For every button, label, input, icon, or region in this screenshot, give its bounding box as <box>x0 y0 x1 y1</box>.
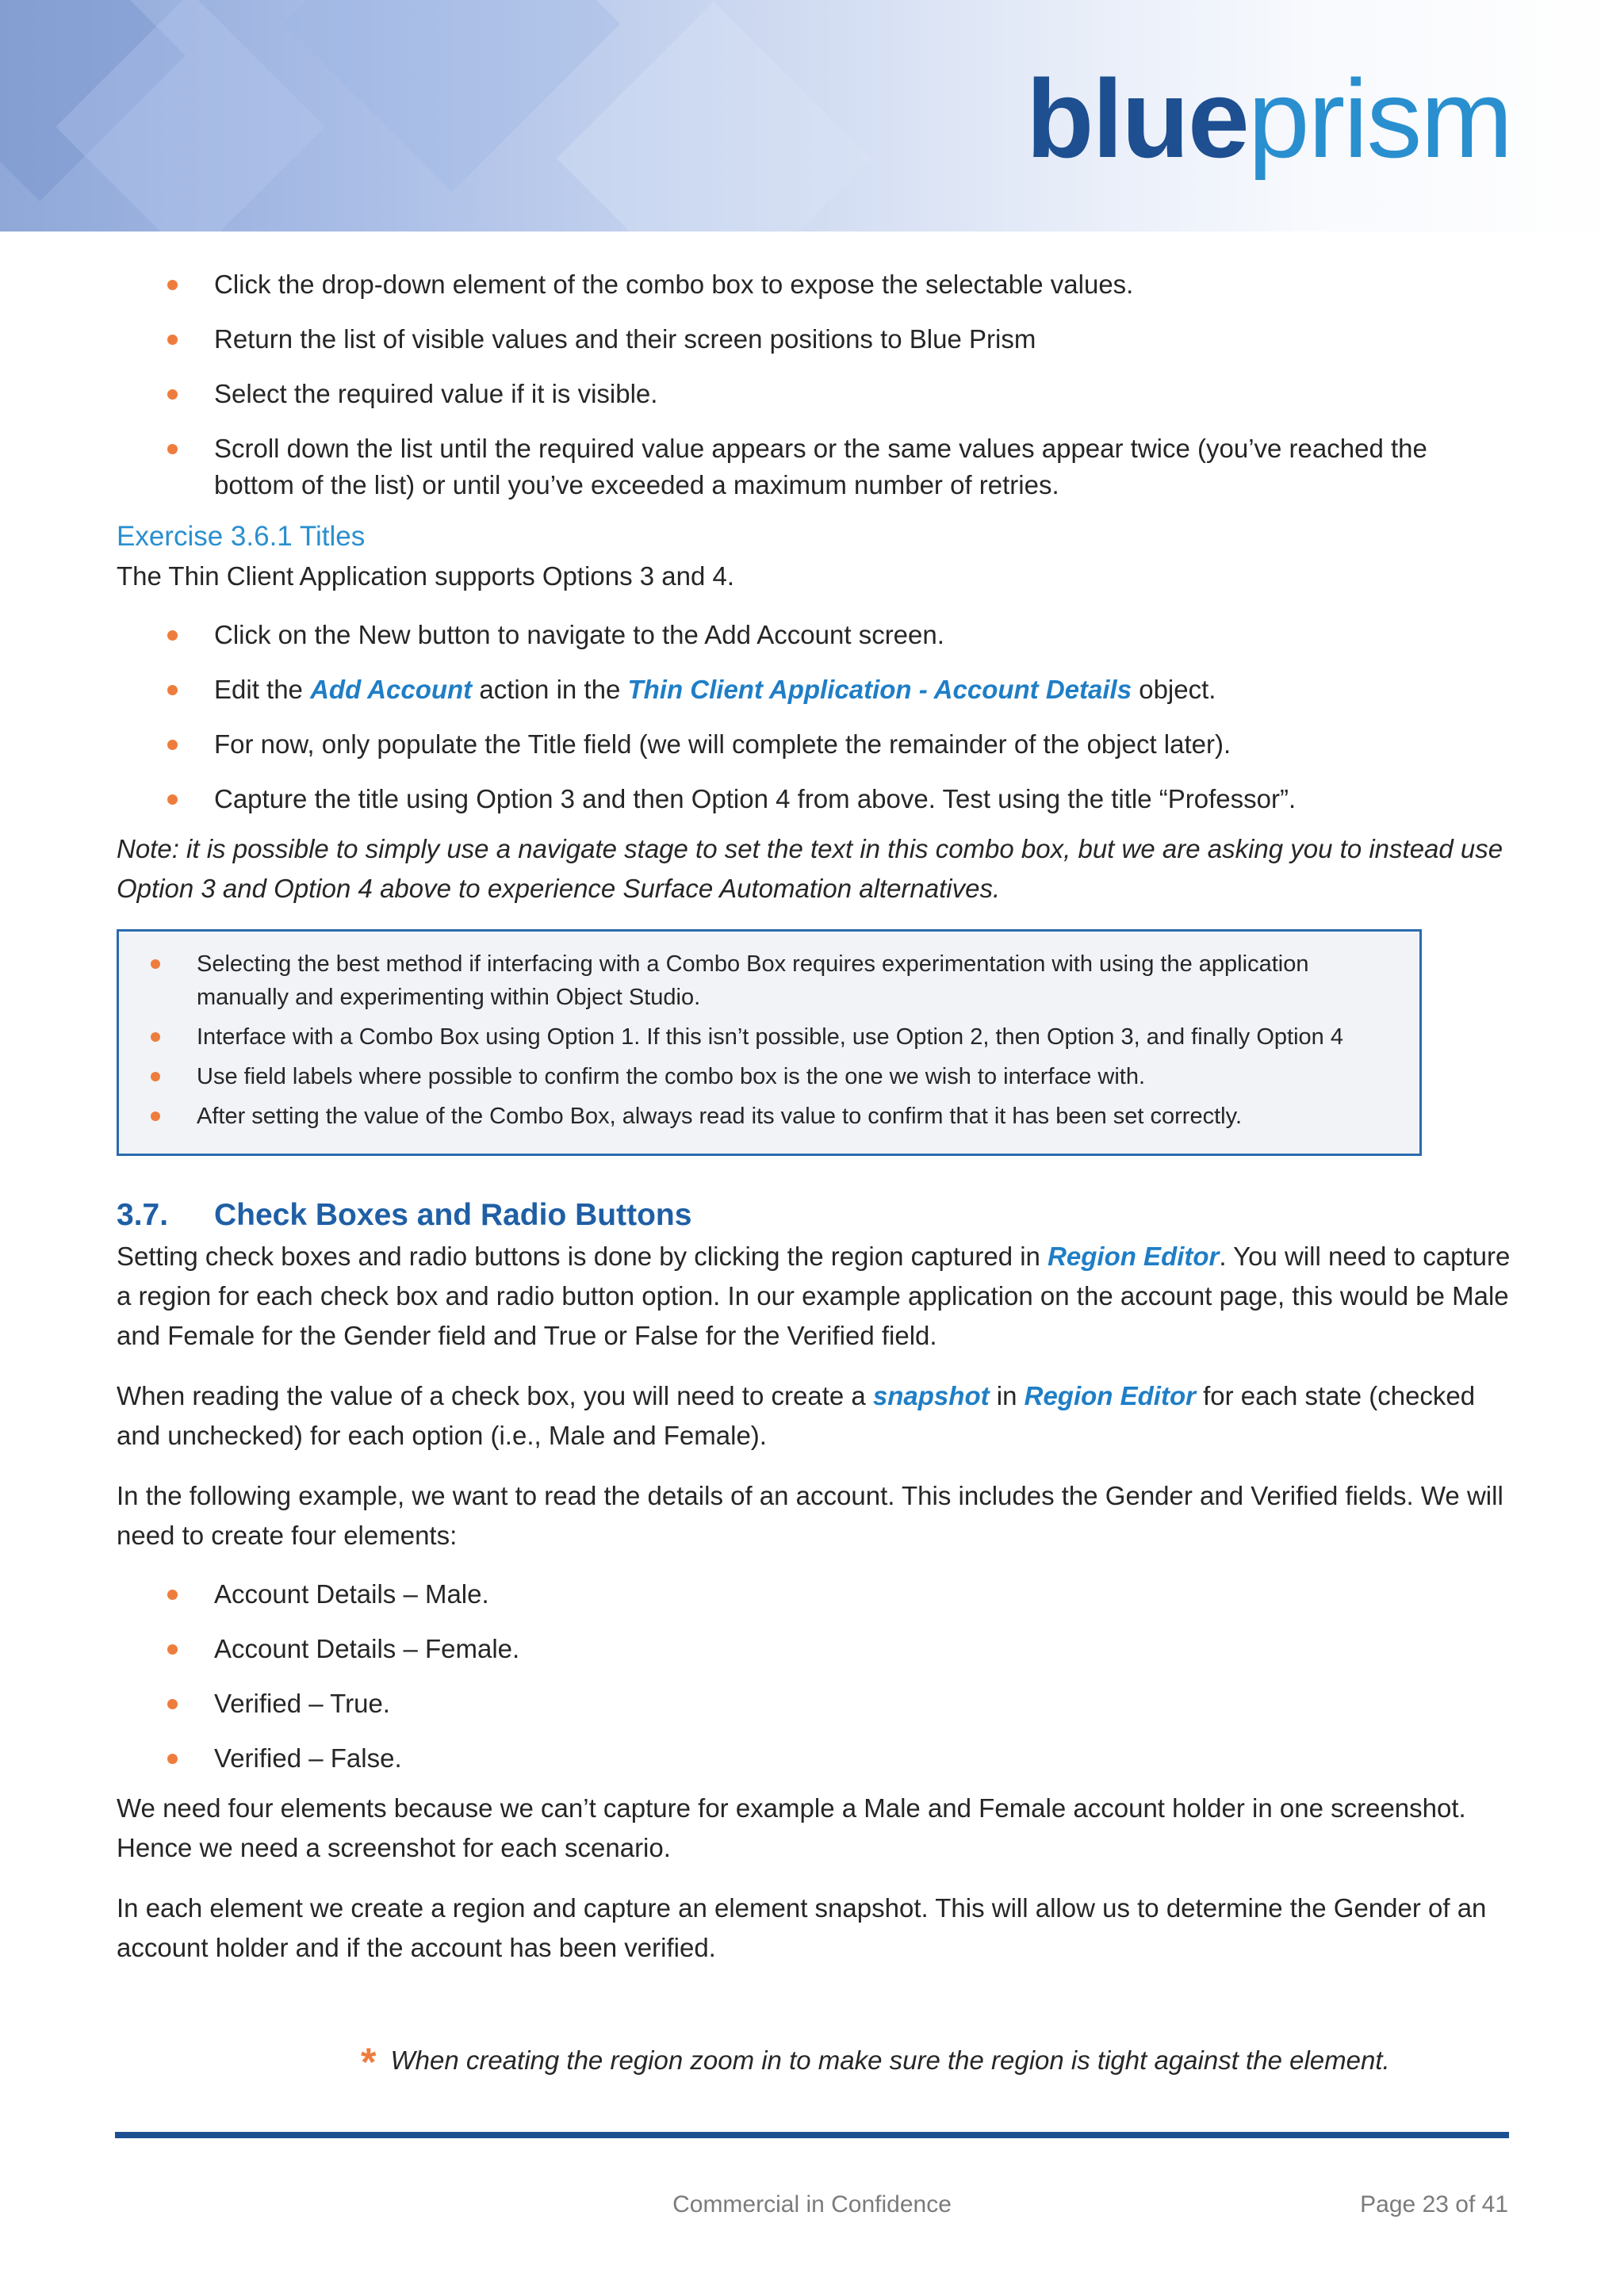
list-item: Scroll down the list until the required value appears or the same values appear twice (you’ve reached the bottom of the list) or until you’ve exceeded a maximum number of retries. <box>117 430 1512 503</box>
list-item: Click the drop-down element of the combo box to expose the selectable values. <box>117 266 1512 303</box>
section-title: Check Boxes and Radio Buttons <box>214 1198 692 1232</box>
section-number: 3.7. <box>117 1198 169 1232</box>
paragraph: In the following example, we want to read the details of an account. This includes the Gender and Verified fields. We will need to create four elements: <box>117 1481 1503 1550</box>
list-item: Account Details – Male. <box>117 1576 1512 1613</box>
paragraph: Setting check boxes and radio buttons is done by clicking the region captured in Region Editor. You will need to capture a region for each check box and radio button option. In our example application on the account page, this would be Male and Female for the Gender field and True or False for the Verified field. <box>117 1242 1511 1350</box>
exercise-steps <box>117 617 1512 817</box>
list-item: Select the required value if it is visible. <box>117 376 1512 412</box>
list-item: Click on the New button to navigate to the Add Account screen. <box>117 617 1512 653</box>
keyword-region-editor: Region Editor <box>1048 1242 1220 1271</box>
exercise-note: Note: it is possible to simply use a navigate stage to set the text in this combo box, but we are asking you to instead use Option 3 and Option 4 above to experience Surface Automation alternatives. <box>117 834 1503 903</box>
page-number: Page 23 of 41 <box>1360 2191 1508 2218</box>
page-content <box>117 266 1512 1968</box>
paragraph: When reading the value of a check box, you will need to create a snapshot in Region Editor for each state (checked and unchecked) for each option (i.e., Male and Female). <box>117 1381 1476 1450</box>
tip-item: Interface with a Combo Box using Option 1. If this isn’t possible, use Option 2, then Option 3, and finally Option 4 <box>119 1020 1419 1054</box>
elements-list <box>117 1576 1512 1777</box>
list-item: Capture the title using Option 3 and then Option 4 from above. Test using the title “Professor”. <box>117 781 1512 817</box>
list-item: For now, only populate the Title field (we will complete the remainder of the object later). <box>117 726 1512 763</box>
keyword-snapshot: snapshot <box>872 1381 990 1410</box>
list-item: Account Details – Female. <box>117 1631 1512 1667</box>
tips-box <box>117 929 1422 1156</box>
footer-confidentiality: Commercial in Confidence <box>672 2191 952 2218</box>
exercise-intro: The Thin Client Application supports Options 3 and 4. <box>117 561 735 591</box>
section-heading <box>117 1194 1512 1237</box>
exercise-heading: Exercise 3.6.1 Titles <box>117 521 366 552</box>
tip-item: Use field labels where possible to confirm the combo box is the one we wish to interface with. <box>119 1060 1419 1093</box>
intro-bullet-list <box>117 266 1512 503</box>
list-item: Return the list of visible values and their screen positions to Blue Prism <box>117 321 1512 358</box>
blueprism-logo: blueprism <box>1025 56 1511 181</box>
tip-callout: * When creating the region zoom in to make sure the region is tight against the element. <box>361 2040 1390 2084</box>
paragraph: In each element we create a region and capture an element snapshot. This will allow us to determine the Gender of an account holder and if the account has been verified. <box>117 1893 1487 1962</box>
tip-item: Selecting the best method if interfacing with a Combo Box requires experimentation with using the application manually and experimenting within Object Studio. <box>119 947 1419 1014</box>
list-item: Verified – True. <box>117 1686 1512 1722</box>
footer-divider <box>115 2132 1509 2138</box>
keyword-account-details-object: Thin Client Application - Account Details <box>627 675 1132 704</box>
paragraph: We need four elements because we can’t capture for example a Male and Female account holder in one screenshot. Hence we need a screenshot for each scenario. <box>117 1793 1466 1862</box>
page-header-banner <box>0 0 1624 232</box>
asterisk-icon: * <box>361 2040 377 2084</box>
list-item: Verified – False. <box>117 1740 1512 1777</box>
keyword-add-account: Add Account <box>310 675 473 704</box>
list-item: Edit the Add Account action in the Thin Client Application - Account Details object. <box>117 672 1512 708</box>
tip-item: After setting the value of the Combo Box, always read its value to confirm that it has been set correctly. <box>119 1100 1419 1133</box>
keyword-region-editor: Region Editor <box>1024 1381 1196 1410</box>
